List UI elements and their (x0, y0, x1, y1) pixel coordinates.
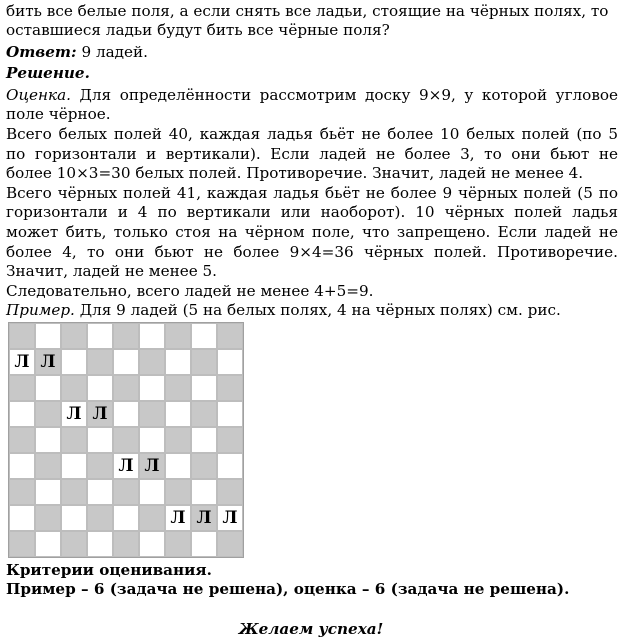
board-cell (113, 505, 139, 531)
board-cell (113, 479, 139, 505)
board-cell (113, 375, 139, 401)
board-cell (191, 531, 217, 557)
board-cell (139, 427, 165, 453)
board-cell (9, 323, 35, 349)
solution-heading: Решение. (6, 64, 90, 82)
board-cell (61, 479, 87, 505)
board-cell (191, 323, 217, 349)
board-cell (35, 349, 61, 375)
text-line-11: может бить, только стоя на чёрном поле, что запрещено. Если ладей не (6, 223, 618, 241)
answer-line (6, 43, 618, 62)
text-line-10: горизонтали и 4 по вертикали или наоборот). 10 чёрных полей ладья (6, 203, 618, 221)
board-cell (9, 453, 35, 479)
board-cell (165, 453, 191, 479)
board-cell (35, 427, 61, 453)
board-cell (165, 505, 191, 531)
criteria-text: Пример – 6 (задача не решена), оценка – 6 (задача не решена). (6, 580, 570, 598)
board-cell (217, 479, 243, 505)
rook-piece: Л (222, 508, 238, 528)
answer-value: 9 ладей. (76, 43, 148, 61)
board-cell (9, 479, 35, 505)
board-cell (87, 375, 113, 401)
board-cell (139, 323, 165, 349)
chess-board (8, 322, 244, 558)
board-cell (9, 401, 35, 427)
board-cell (35, 479, 61, 505)
board-cell (217, 531, 243, 557)
text-line-5: поле чёрное. (6, 105, 111, 123)
board-cell (165, 531, 191, 557)
text-line-14: Следовательно, всего ладей не менее 4+5=9. (6, 282, 374, 300)
board-cell (113, 531, 139, 557)
board-cell (35, 453, 61, 479)
board-cell (191, 427, 217, 453)
rook-piece: Л (144, 456, 160, 476)
board-cell (217, 349, 243, 375)
text-line-2: оставшиеся ладьи будут бить все чёрные поля? (6, 21, 390, 39)
rook-piece: Л (92, 404, 108, 424)
board-cell (87, 479, 113, 505)
board-cell (113, 427, 139, 453)
board-cell (61, 323, 87, 349)
board-cell (61, 453, 87, 479)
board-cell (217, 453, 243, 479)
board-cell (139, 505, 165, 531)
board-cell (191, 401, 217, 427)
closing-text: Желаем успеха! (238, 620, 384, 638)
estimate-text: Для определённости рассмотрим доску 9×9, у которой угловое (71, 86, 618, 104)
text-line-9: Всего чёрных полей 41, каждая ладья бьёт не более 9 чёрных полей (5 по (6, 184, 618, 202)
text-line-6: Всего белых полей 40, каждая ладья бьёт не более 10 белых полей (по 5 (6, 125, 618, 143)
board-cell (165, 323, 191, 349)
board-cell (35, 375, 61, 401)
board-cell (35, 401, 61, 427)
board-cell (217, 375, 243, 401)
answer-label: Ответ: (6, 43, 77, 61)
board-cell (165, 479, 191, 505)
board-cell (61, 505, 87, 531)
board-cell (113, 349, 139, 375)
rook-piece: Л (66, 404, 82, 424)
board-cell (217, 505, 243, 531)
board-cell (165, 427, 191, 453)
board-cell (61, 427, 87, 453)
board-cell (191, 349, 217, 375)
board-cell (139, 349, 165, 375)
board-cell (165, 375, 191, 401)
criteria-title: Критерии оценивания. (6, 561, 212, 579)
board-cell (217, 323, 243, 349)
board-cell (87, 453, 113, 479)
board-cell (87, 427, 113, 453)
example-line (6, 301, 618, 320)
board-cell (191, 505, 217, 531)
board-cell (139, 531, 165, 557)
text-line-13: Значит, ладей не менее 5. (6, 262, 218, 280)
rook-piece: Л (40, 352, 56, 372)
board-cell (113, 323, 139, 349)
board-cell (191, 479, 217, 505)
board-cell (61, 531, 87, 557)
board-cell (217, 401, 243, 427)
text-line-1: бить все белые поля, а если снять все ладьи, стоящие на чёрных полях, то (6, 2, 609, 20)
board-cell (35, 505, 61, 531)
board-cell (35, 323, 61, 349)
board-cell (139, 401, 165, 427)
board-cell (87, 323, 113, 349)
example-text: Для 9 ладей (5 на белых полях, 4 на чёрных полях) см. рис. (74, 301, 561, 319)
board-cell (113, 453, 139, 479)
board-cell (139, 375, 165, 401)
board-cell (165, 349, 191, 375)
board-cell (87, 505, 113, 531)
board-cell (113, 401, 139, 427)
board-cell (87, 531, 113, 557)
board-cell (9, 375, 35, 401)
board-cell (165, 401, 191, 427)
text-line-8: более 10×3=30 белых полей. Противоречие. Значит, ладей не менее 4. (6, 164, 584, 182)
board-cell (139, 479, 165, 505)
rook-piece: Л (170, 508, 186, 528)
rook-piece: Л (14, 352, 30, 372)
board-cell (9, 349, 35, 375)
board-cell (35, 531, 61, 557)
board-cell (217, 427, 243, 453)
board-cell (61, 401, 87, 427)
board-cell (61, 349, 87, 375)
text-line-12: более 4, то они бьют не более 9×4=36 чёрных полей. Противоречие. (6, 243, 618, 261)
board-cell (87, 401, 113, 427)
text-line-7: по горизонтали и вертикали). Если ладей не более 3, то они бьют не (6, 145, 618, 163)
board-cell (87, 349, 113, 375)
estimate-label: Оценка. (6, 86, 71, 104)
board-cell (9, 427, 35, 453)
rook-piece: Л (196, 508, 212, 528)
board-cell (191, 375, 217, 401)
board-cell (9, 505, 35, 531)
rook-piece: Л (118, 456, 134, 476)
board-cell (61, 375, 87, 401)
board-cell (191, 453, 217, 479)
estimate-line (6, 86, 618, 105)
example-label: Пример. (6, 301, 75, 319)
board-cell (9, 531, 35, 557)
board-cell (139, 453, 165, 479)
